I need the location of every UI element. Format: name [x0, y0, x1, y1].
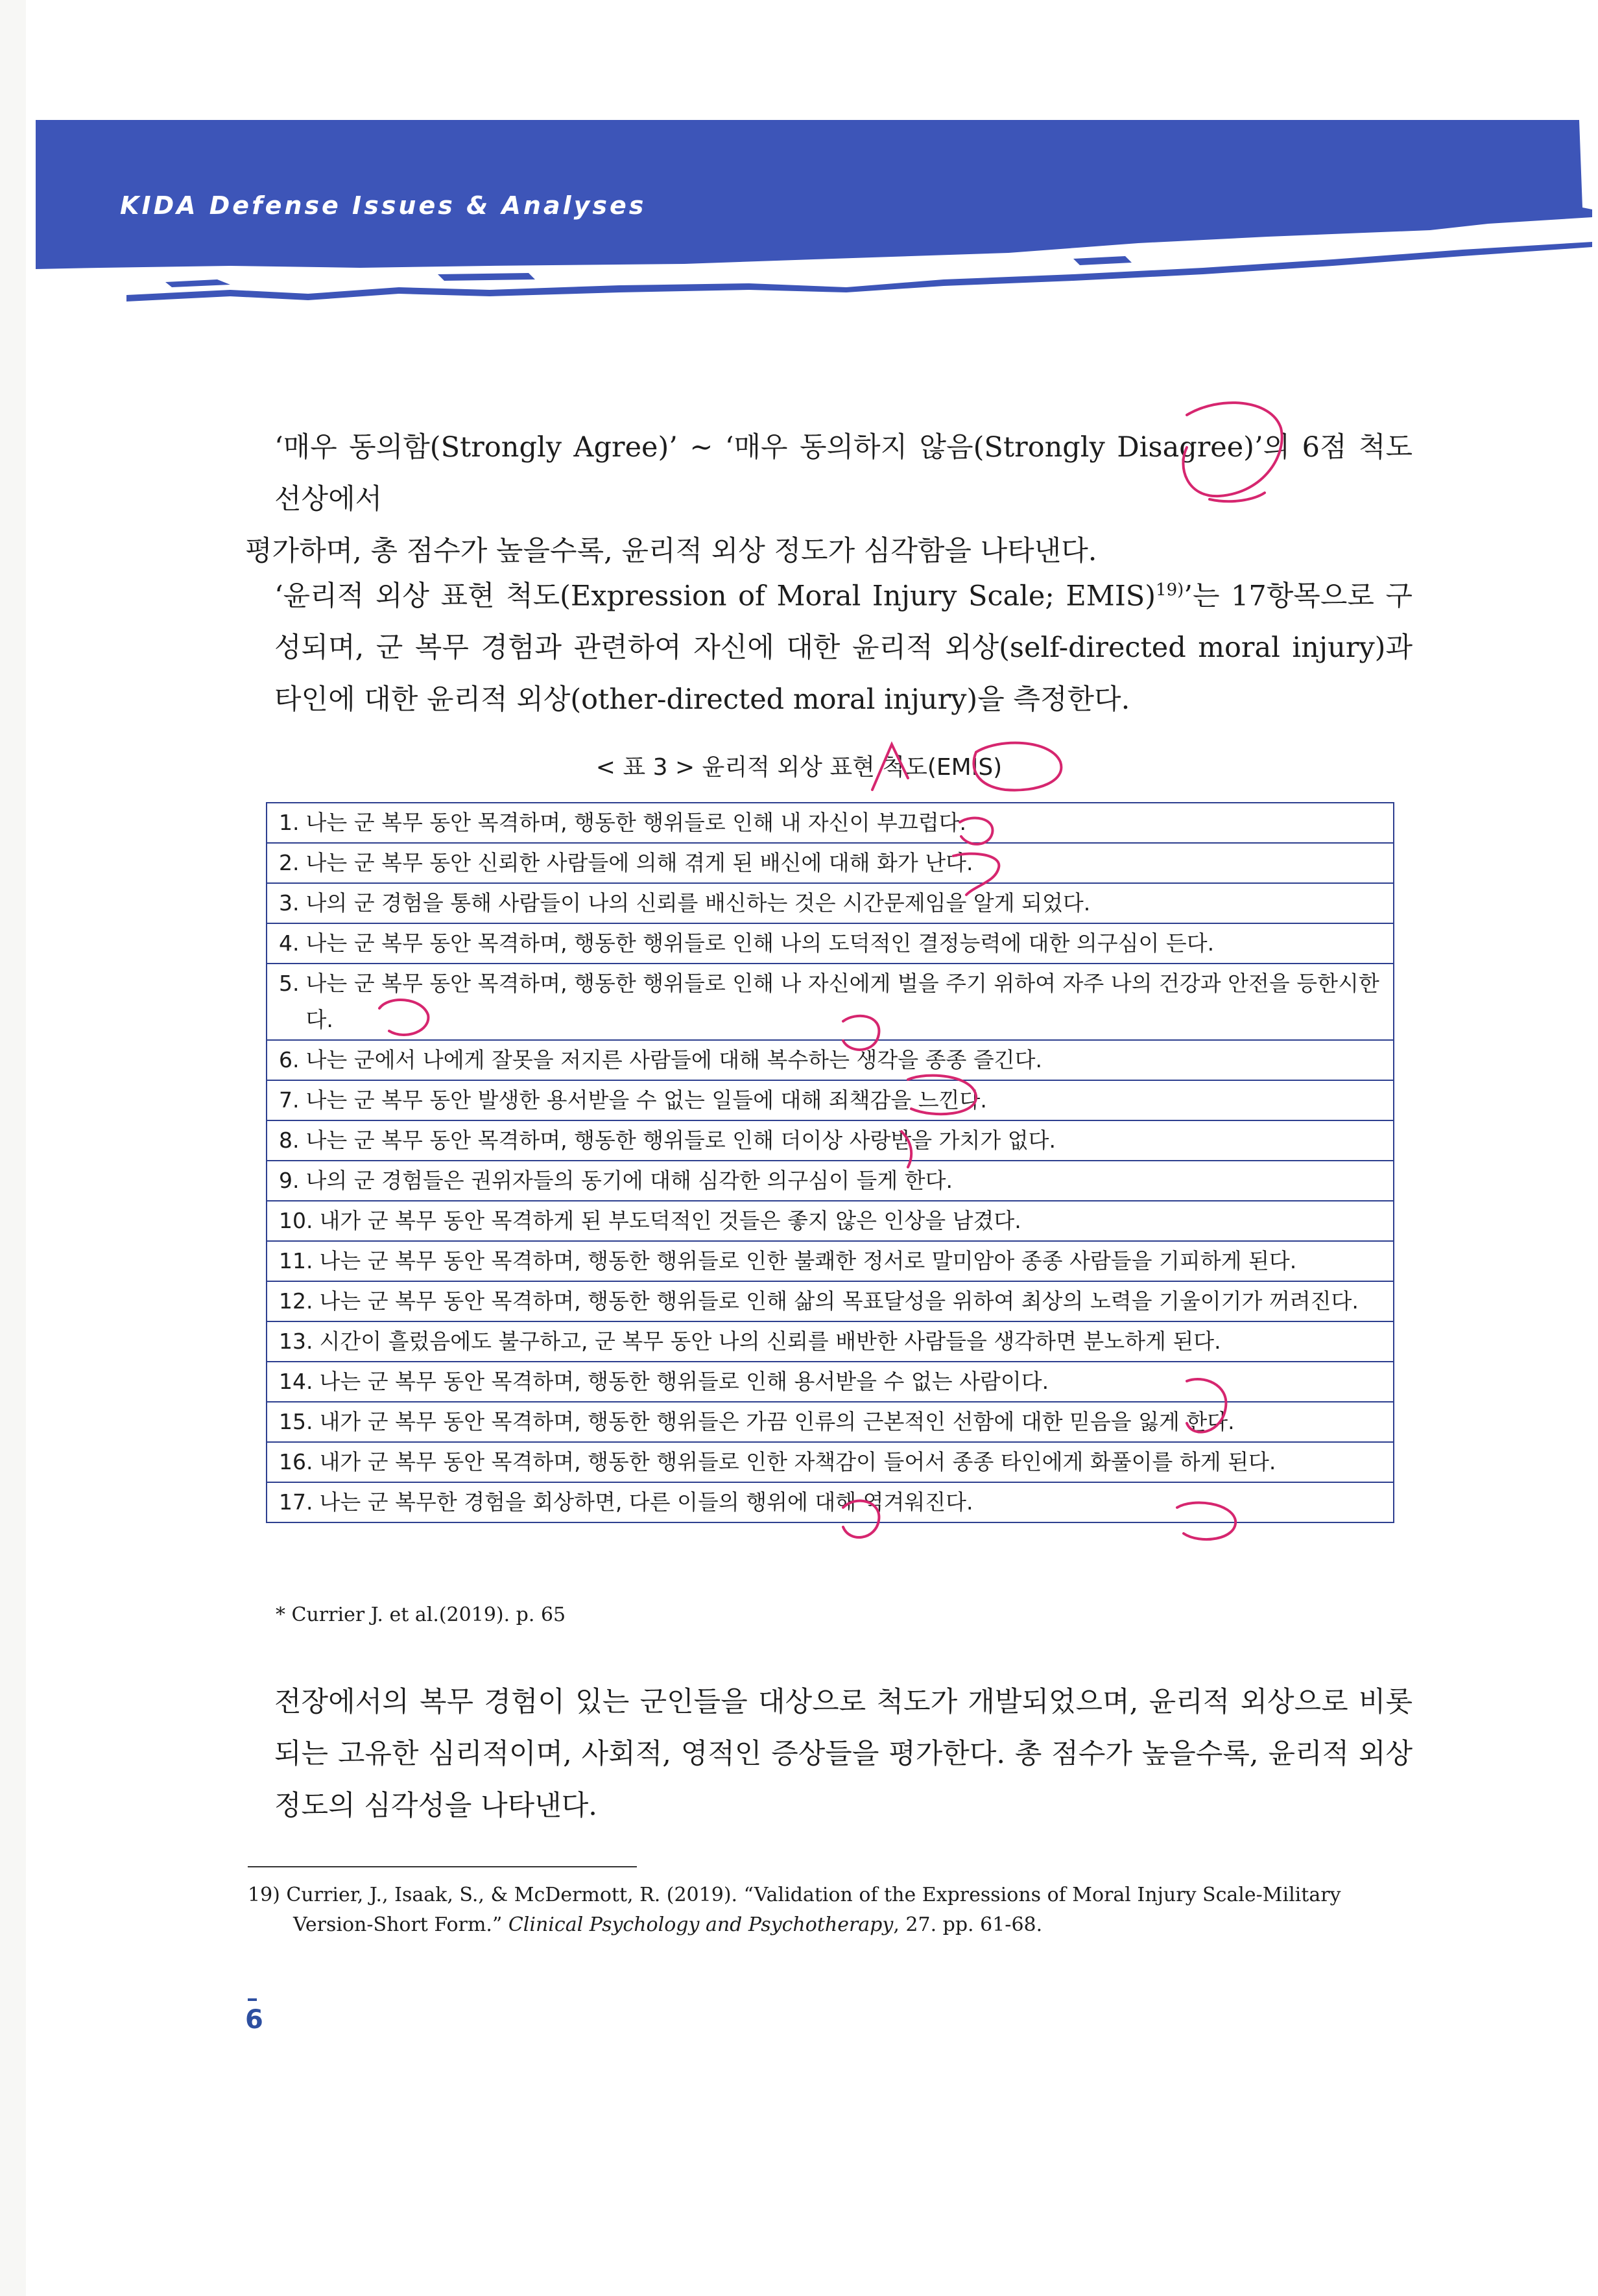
- table-row: [267, 1442, 1394, 1482]
- emis-items-table: [266, 802, 1394, 1523]
- item-number: 16.: [279, 1449, 313, 1474]
- item-number: 3.: [279, 890, 300, 916]
- table-row: [267, 1281, 1394, 1321]
- item-text: 나는 군 복무 동안 목격하며, 행동한 행위들로 인해 더이상 사랑받을 가치가 없다.: [305, 1128, 1056, 1153]
- table-row: [267, 883, 1394, 923]
- item-number: 5.: [279, 971, 300, 996]
- paragraph-text: ’는 17항목으로 구성되며, 군 복무 경험과 관련하여 자신에 대한 윤리적 외상(self-directed moral injury)과 타인에 대한 윤리적 외상(other-directed moral injury)을 측정한다.: [274, 580, 1413, 716]
- item-text: 나는 군 복무 동안 목격하며, 행동한 행위들로 인해 용서받을 수 없는 사람이다.: [319, 1369, 1049, 1394]
- item-text: 나는 군에서 나에게 잘못을 저지른 사람들에 대해 복수하는 생각을 종종 즐긴다.: [305, 1047, 1042, 1072]
- table-row: [267, 1321, 1394, 1362]
- table-row: [267, 964, 1394, 1040]
- item-text: 나의 군 경험들은 권위자들의 동기에 대해 심각한 의구심이 들게 한다.: [305, 1168, 953, 1193]
- paragraph-line: ‘매우 동의함(Strongly Agree)’ ~ ‘매우 동의하지 않음(Strongly Disagree)’의 6점 척도 선상에서: [274, 431, 1413, 515]
- paragraph-text: 전장에서의 복무 경험이 있는 군인들을 대상으로 척도가 개발되었으며, 윤리적 외상으로 비롯되는 고유한 심리적이며, 사회적, 영적인 증상들을 평가한다. 총 점수가 높을수록, 윤리적 외상 정도의 심각성을 나타낸다.: [274, 1686, 1413, 1822]
- item-text: 나는 군 복무 동안 목격하며, 행동한 행위들로 인해 나 자신에게 벌을 주기 위하여 자주 나의 건강과 안전을 등한시한다.: [305, 971, 1379, 1032]
- item-number: 13.: [279, 1329, 313, 1354]
- item-number: 4.: [279, 930, 300, 956]
- item-text: 나는 군 복무 동안 목격하며, 행동한 행위들로 인해 내 자신이 부끄럽다.: [305, 810, 966, 835]
- table-row: [267, 1080, 1394, 1120]
- item-text: 내가 군 복무 동안 목격하게 된 부도덕적인 것들은 좋지 않은 인상을 남겼다.: [319, 1208, 1021, 1233]
- footnote: [248, 1880, 1415, 1940]
- item-text: 시간이 흘렀음에도 불구하고, 군 복무 동안 나의 신뢰를 배반한 사람들을 생각하면 분노하게 된다.: [319, 1329, 1221, 1354]
- conclusion-paragraph: [245, 1676, 1413, 1832]
- page-number: 6: [245, 2005, 263, 2035]
- item-text: 나는 군 복무 동안 목격하며, 행동한 행위들로 인해 삶의 목표달성을 위하여 최상의 노력을 기울이기가 꺼려진다.: [319, 1288, 1359, 1314]
- header-banner: [36, 120, 1592, 314]
- item-number: 6.: [279, 1047, 300, 1072]
- journal-title: Clinical Psychology and Psychotherapy: [508, 1913, 894, 1936]
- table-row: [267, 1402, 1394, 1442]
- item-number: 2.: [279, 850, 300, 875]
- page-number-dash: [248, 1998, 257, 2001]
- item-text: 나는 군 복무한 경험을 회상하면, 다른 이들의 행위에 대해 역겨워진다.: [319, 1489, 973, 1515]
- header-title: KIDA Defense Issues & Analyses: [120, 191, 647, 220]
- table-row: [267, 1040, 1394, 1080]
- item-text: 나는 군 복무 동안 목격하며, 행동한 행위들로 인해 나의 도덕적인 결정능력에 대한 의구심이 든다.: [305, 930, 1215, 956]
- table-row: [267, 923, 1394, 964]
- item-text: 나는 군 복무 동안 발생한 용서받을 수 없는 일들에 대해 죄책감을 느낀다.: [305, 1087, 987, 1113]
- footnote-continuation: [248, 1910, 1415, 1940]
- item-text: 내가 군 복무 동안 목격하며, 행동한 행위들로 인한 자책감이 들어서 종종 타인에게 화풀이를 하게 된다.: [319, 1449, 1276, 1474]
- item-number: 1.: [279, 810, 300, 835]
- table-source-note: * Currier J. et al.(2019). p. 65: [276, 1604, 566, 1626]
- item-number: 12.: [279, 1288, 313, 1314]
- table-row: [267, 803, 1394, 843]
- footnote-reference[interactable]: 19): [1156, 580, 1184, 600]
- table-row: [267, 1120, 1394, 1161]
- item-text: 내가 군 복무 동안 목격하며, 행동한 행위들은 가끔 인류의 근본적인 선함에 대한 믿음을 잃게 한다.: [319, 1409, 1235, 1434]
- footnote-line: 19) Currier, J., Isaak, S., & McDermott, R. (2019). “Validation of the Expressions of Moral Injury Scale-Military: [248, 1884, 1341, 1906]
- item-text: 나는 군 복무 동안 목격하며, 행동한 행위들로 인한 불쾌한 정서로 말미암아 종종 사람들을 기피하게 된다.: [319, 1248, 1297, 1273]
- paragraph-line: 평가하며, 총 점수가 높을수록, 윤리적 외상 정도가 심각함을 나타낸다.: [245, 535, 1097, 567]
- item-text: 나는 군 복무 동안 신뢰한 사람들에 의해 겪게 된 배신에 대해 화가 난다.: [305, 850, 973, 875]
- table-row: [267, 1362, 1394, 1402]
- item-text: 나의 군 경험을 통해 사람들이 나의 신뢰를 배신하는 것은 시간문제임을 알게 되었다.: [305, 890, 1091, 916]
- emis-description-paragraph: [245, 564, 1413, 726]
- paragraph-text: ‘윤리적 외상 표현 척도(Expression of Moral Injury Scale; EMIS): [274, 580, 1156, 613]
- item-number: 9.: [279, 1168, 300, 1193]
- footnote-text: , 27. pp. 61-68.: [893, 1913, 1043, 1936]
- table-row: [267, 1201, 1394, 1241]
- paragraph-body: [245, 564, 1413, 726]
- item-number: 15.: [279, 1409, 313, 1434]
- table-row: [267, 1482, 1394, 1522]
- intro-paragraph: [245, 421, 1413, 577]
- table-row: [267, 843, 1394, 883]
- item-number: 14.: [279, 1369, 313, 1394]
- table-caption: < 표 3 > 윤리적 외상 표현 척도(EMIS): [595, 754, 1003, 781]
- item-number: 8.: [279, 1128, 300, 1153]
- item-number: 17.: [279, 1489, 313, 1515]
- footnote-text: Version-Short Form.”: [293, 1913, 508, 1936]
- table-row: [267, 1241, 1394, 1281]
- item-number: 11.: [279, 1248, 313, 1273]
- footnote-divider: [248, 1866, 637, 1867]
- item-number: 10.: [279, 1208, 313, 1233]
- item-number: 7.: [279, 1087, 300, 1113]
- table-row: [267, 1161, 1394, 1201]
